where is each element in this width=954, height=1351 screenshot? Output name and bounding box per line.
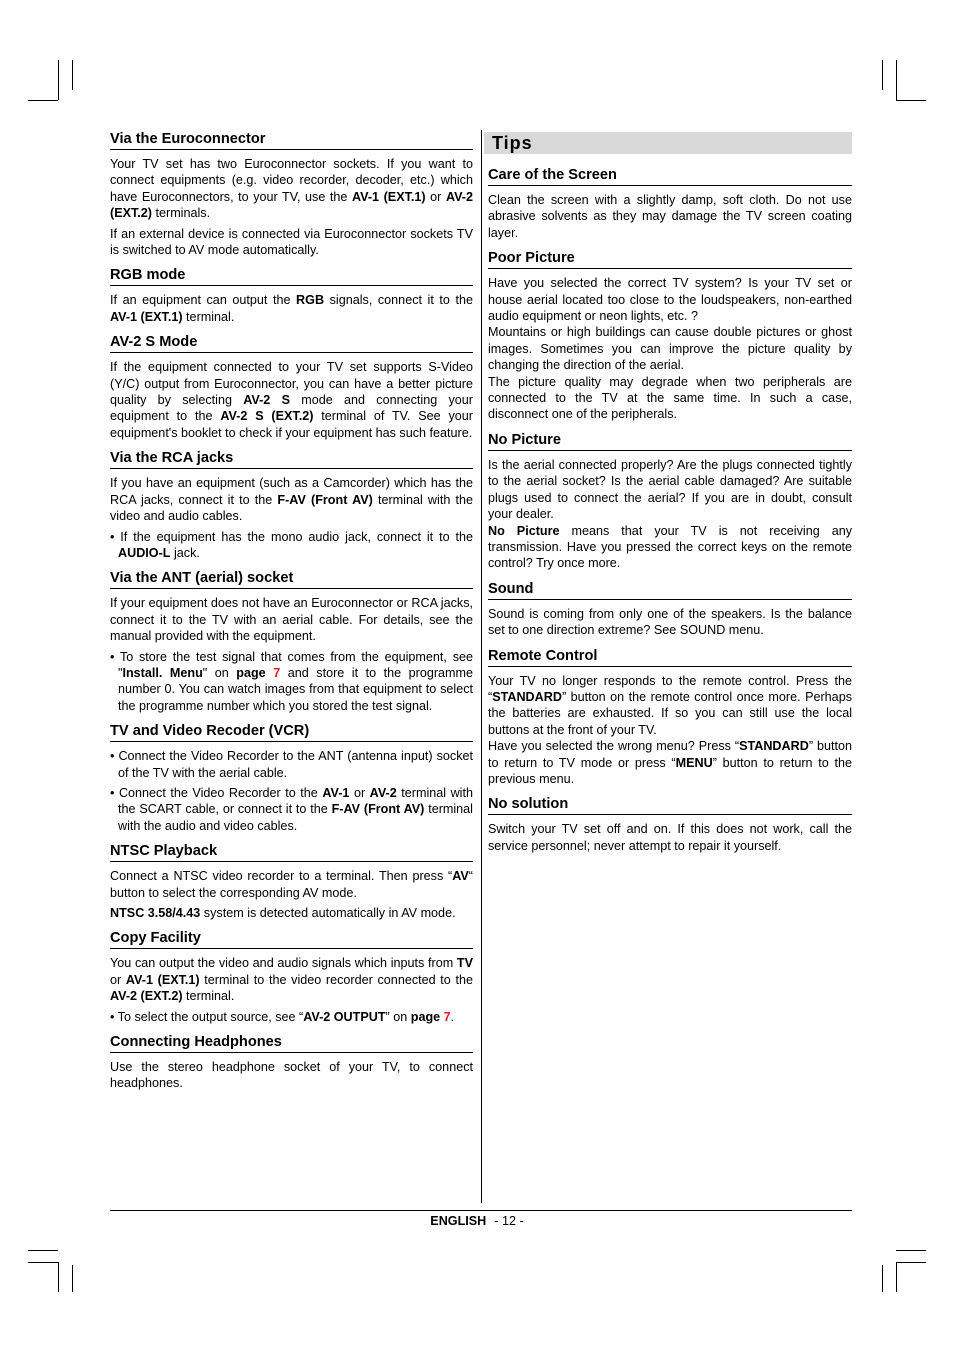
- paragraph: Use the stereo headphone socket of your TV, to connect headphones.: [110, 1060, 473, 1091]
- paragraph: Your TV no longer responds to the remote control. Press the “STANDARD” button on the remote control once more. Perhaps the batteries are exhausted. If so you can still use the local buttons at the front of your TV.: [488, 673, 852, 737]
- section-ant-socket: [110, 569, 473, 714]
- page-reference: 7: [273, 665, 281, 680]
- crop-mark: [58, 1262, 59, 1292]
- paragraph: The picture quality may degrade when two peripherals are connected to the TV at the same time. In such a case, disconnect one of the peripherals.: [488, 374, 852, 422]
- crop-mark: [28, 1262, 58, 1263]
- page-footer: [0, 1214, 954, 1228]
- crop-mark: [882, 60, 883, 90]
- section-title: No Picture: [488, 431, 852, 451]
- crop-mark: [882, 1265, 883, 1292]
- bullet-item: • Connect the Video Recorder to the AV-1 or AV-2 terminal with the SCART cable, or connect it to the F-AV (Front AV) terminal with the audio and video cables.: [110, 785, 473, 833]
- section-vcr: [110, 722, 473, 834]
- paragraph: If an external device is connected via Euroconnector sockets TV is switched to AV mode automatically.: [110, 226, 473, 258]
- paragraph: If an equipment can output the RGB signals, connect it to the AV-1 (EXT.1) terminal.: [110, 293, 473, 324]
- tips-heading: Tips: [484, 132, 852, 154]
- section-title: Care of the Screen: [488, 166, 852, 186]
- section-title: Sound: [488, 580, 852, 600]
- section-euroconnector: [110, 130, 473, 258]
- crop-mark: [896, 60, 897, 100]
- section-title: TV and Video Recoder (VCR): [110, 722, 473, 742]
- section-poor-picture: [488, 249, 852, 423]
- paragraph: You can output the video and audio signals which inputs from TV or AV-1 (EXT.1) terminal to the video recorder connected to the AV-2 (EXT.2) terminal.: [110, 956, 473, 1004]
- section-title: AV-2 S Mode: [110, 333, 473, 353]
- section-title: Via the ANT (aerial) socket: [110, 569, 473, 589]
- paragraph: Clean the screen with a slightly damp, soft cloth. Do not use abrasive solvents as they may damage the TV screen coating layer.: [488, 193, 852, 240]
- paragraph: If you have an equipment (such as a Camcorder) which has the RCA jacks, connect it to the F-AV (Front AV) terminal with the video and audio cables.: [110, 476, 473, 524]
- paragraph: Mountains or high buildings can cause double pictures or ghost images. Sometimes you can improve the picture quality by changing the direction of the aerial.: [488, 325, 852, 373]
- crop-mark: [896, 100, 926, 101]
- left-column: [110, 130, 473, 1100]
- section-ntsc-playback: [110, 842, 473, 921]
- page-number: - 12 -: [494, 1214, 524, 1228]
- column-divider: [481, 130, 482, 1203]
- section-care-of-screen: [488, 166, 852, 241]
- crop-mark: [72, 1265, 73, 1292]
- crop-mark: [896, 1250, 926, 1251]
- section-title: No solution: [488, 795, 852, 815]
- section-copy-facility: [110, 929, 473, 1025]
- section-title: Via the Euroconnector: [110, 130, 473, 150]
- section-no-picture: [488, 431, 852, 572]
- section-title: Copy Facility: [110, 929, 473, 949]
- crop-mark: [896, 1262, 926, 1263]
- paragraph: NTSC 3.58/4.43 system is detected automatically in AV mode.: [110, 906, 456, 920]
- crop-mark: [28, 100, 58, 101]
- bullet-item: • If the equipment has the mono audio jack, connect it to the AUDIO-L jack.: [110, 529, 473, 560]
- section-rca-jacks: [110, 449, 473, 561]
- footer-language: ENGLISH: [430, 1214, 487, 1228]
- section-title: Poor Picture: [488, 249, 852, 269]
- crop-mark: [896, 1262, 897, 1292]
- section-rgb-mode: [110, 266, 473, 325]
- page-reference: 7: [443, 1009, 451, 1024]
- paragraph: No Picture means that your TV is not receiving any transmission. Have you pressed the correct keys on the remote control? Try once more.: [488, 523, 853, 571]
- section-title: NTSC Playback: [110, 842, 473, 862]
- section-sound: [488, 580, 852, 639]
- section-title: Connecting Headphones: [110, 1033, 473, 1053]
- paragraph: Connect a NTSC video recorder to a terminal. Then press “AV“ button to select the corresponding AV mode.: [110, 869, 473, 900]
- crop-mark: [58, 60, 59, 100]
- crop-mark: [28, 1250, 58, 1251]
- paragraph: Your TV set has two Euroconnector sockets. If you want to connect equipments (e.g. video recorder, decoder, etc.) which have Euroconnectors, to your TV, use the AV-1 (EXT.1) or AV-2 (EXT.2) terminals.: [110, 157, 473, 221]
- bullet-item: • Connect the Video Recorder to the ANT (antenna input) socket of the TV with the aerial cable.: [110, 749, 473, 780]
- section-title: Via the RCA jacks: [110, 449, 473, 469]
- bullet-item: • To select the output source, see “AV-2 OUTPUT” on page 7.: [110, 1009, 455, 1024]
- paragraph: If the equipment connected to your TV set supports S-Video (Y/C) output from Euroconnector, you can have a better picture quality by selecting AV-2 S mode and connecting your equipment to the AV-2 S (EXT.2) terminal of TV. See your equipment's booklet to check if your equipment has such feature.: [110, 360, 473, 440]
- section-title: Remote Control: [488, 647, 852, 667]
- section-headphones: [110, 1033, 473, 1092]
- crop-mark: [72, 60, 73, 90]
- footer-rule: [110, 1210, 852, 1211]
- paragraph: If your equipment does not have an Euroconnector or RCA jacks, connect it to the TV with an aerial cable. For details, see the manual provided with the equipment.: [110, 596, 473, 644]
- paragraph: Switch your TV set off and on. If this does not work, call the service personnel; never attempt to repair it yourself.: [488, 822, 852, 853]
- section-no-solution: [488, 795, 852, 854]
- paragraph: Have you selected the correct TV system? Is your TV set or house aerial located too close to the loudspeakers, non-earthed audio equipment or neon lights, etc. ?: [488, 276, 852, 324]
- bullet-item: • To store the test signal that comes from the equipment, see "Install. Menu" on page 7 and store it to the programme number 0. You can watch images from that equipment to select the programme number which you stored the test signal.: [110, 649, 474, 713]
- section-av2s-mode: [110, 333, 473, 441]
- paragraph: Have you selected the wrong menu? Press “STANDARD” button to return to TV mode or press “MENU” button to return to the previous menu.: [488, 739, 852, 786]
- right-column: [488, 130, 852, 862]
- paragraph: Is the aerial connected properly? Are the plugs connected tightly to the aerial socket? Is the aerial cable damaged? Are suitable plugs used to connect the aerial? If you are in doubt, consult your dealer.: [488, 457, 852, 522]
- paragraph: Sound is coming from only one of the speakers. Is the balance set to one direction extreme? See SOUND menu.: [488, 606, 852, 638]
- section-title: RGB mode: [110, 266, 473, 286]
- section-remote-control: [488, 647, 852, 788]
